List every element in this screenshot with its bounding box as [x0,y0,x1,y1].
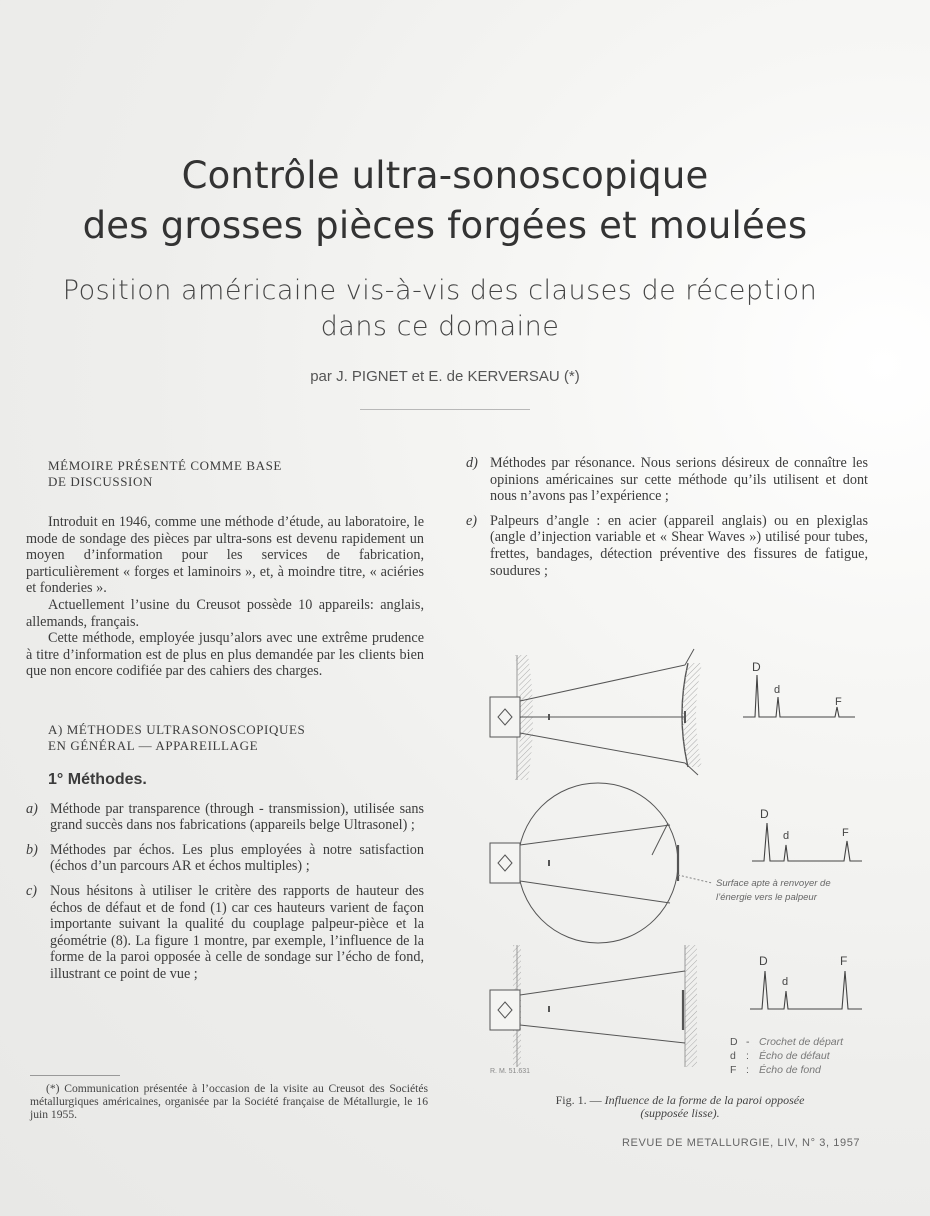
list-text-a: Méthode par transparence (through - transmission), utilisée sans grand succès dans nos fabrications (appareils belge Ultrasonel) ; [50,800,424,834]
article-subtitle-line-1: Position américaine vis-à-vis des clauses de réception [62,275,818,306]
section-heading-methods-1: A) MÉTHODES ULTRASONOSCOPIQUES [48,721,306,737]
echo-label-F-2: F [842,827,849,839]
list-item-c [26,883,424,983]
equipment-paragraph: Actuellement l’usine du Creusot possède 10 appareils: anglais, allemands, français. [26,596,424,630]
list-item-a [26,801,424,834]
legend-D: Crochet de départ [759,1036,844,1048]
footnote: (*) Communication présentée à l’occasion de la visite au Creusot des Sociétés métallurgiques américaines, organisée par la Société française de Métallurgie, le 16 juin 1955. [30,1082,428,1121]
intro-paragraph: Introduit en 1946, comme une méthode d’étude, au laboratoire, le mode de sondage des pièces par ultra-sons est devenu rapidement un moyen d’information pour les services de fabrication, particulièrement « forges et laminoirs », et, à moindre titre, « aciéries et fonderies ». [26,514,424,597]
echo-label-D-2: D [760,807,769,821]
right-column [466,455,868,587]
caption-label: Fig. 1. — [555,1093,602,1107]
figure-legend [730,1036,844,1076]
echo-label-d-3: d [782,976,789,988]
list-label-a: a) [26,800,38,817]
demand-paragraph: Cette méthode, employée jusqu’alors avec une extrême prudence à titre d’information est de plus en plus demandée par les clients bien que non encore codifiée par des cahiers des charges. [26,630,424,680]
journal-footer: REVUE DE METALLURGIE, LIV, N° 3, 1957 [622,1137,861,1149]
echo-label-F-1: F [835,696,842,708]
left-column [26,458,424,990]
caption-text-line-2: (supposée lisse). [640,1106,720,1120]
title-divider [360,409,530,410]
echo-label-F-3: F [840,954,848,968]
legend-key-F: F [730,1064,737,1076]
oscillogram-3 [750,971,862,1009]
surface-note-line-2: l’énergie vers le palpeur [716,892,817,903]
legend-sep-D: - [746,1036,750,1048]
section-heading-memoire-1: MÉMOIRE PRÉSENTÉ COMME BASE [48,458,282,473]
article-title-line-2: des grosses pièces forgées et moulées [82,204,808,247]
figure-caption [490,1094,870,1120]
footnote-divider [30,1075,120,1076]
author-byline: par J. PIGNET et E. de KERVERSAU (*) [310,368,580,385]
diagram-flat-walls [490,945,697,1067]
echo-label-d-1: d [774,684,781,696]
legend-key-D: D [730,1036,738,1048]
subheading-methods: 1° Méthodes. [48,770,147,788]
list-item-d [466,455,868,505]
section-heading-memoire-2: DE DISCUSSION [48,474,153,489]
list-text-e: Palpeurs d’angle : en acier (appareil anglais) ou en plexiglas (angle d’injection variable et « Shear Waves ») utilisé pour tubes, frettes, bandages, détection préventive des fissures de fatigue, soudures ; [490,512,868,579]
diagram-concave-wall [490,649,702,780]
figure-reference: R. M. 51.631 [490,1068,531,1075]
legend-sep-d: : [746,1050,749,1062]
legend-key-d: d [730,1050,736,1062]
echo-label-d-2: d [783,830,790,842]
list-item-b [26,842,424,875]
legend-F: Écho de fond [759,1064,821,1076]
surface-note-line-1: Surface apte à renvoyer de [716,878,831,889]
list-text-d: Méthodes par résonance. Nous serions désireux de connaître les opinions américaines sur cette méthode qu’ils utilisent et dont nous n’avons pas l’expérience ; [490,455,868,505]
echo-label-D-3: D [759,954,768,968]
list-label-d: d) [466,455,478,471]
list-label-b: b) [26,841,38,858]
list-text-b: Méthodes par échos. Les plus employées à notre satisfaction (échos d’un parcours AR et échos multiples) ; [50,841,424,875]
figure-1 [480,645,880,1085]
list-label-e: e) [466,512,478,529]
echo-label-D-1: D [752,660,761,674]
list-label-c: c) [26,882,38,899]
list-item-e [466,513,868,579]
article-subtitle-line-2: dans ce domaine [320,311,560,342]
article-title-line-1: Contrôle ultra-sonoscopique [181,154,709,197]
legend-d: Écho de défaut [759,1050,830,1062]
legend-sep-F: : [746,1064,749,1076]
diagram-cylinder [490,783,712,943]
list-text-c: Nous hésitons à utiliser le critère des rapports de hauteur des échos de défaut et de fond (1) car ces hauteurs varient de façon importante suivant la qualité du couplage palpeur-pièce et la géométrie (8). La figure 1 montre, par exemple, l’influence de la forme de la paroi opposée à celle de sondage sur l’écho de fond, illustrant ce point de vue ; [50,882,424,982]
caption-text-line-1: Influence de la forme de la paroi opposée [604,1093,805,1107]
section-heading-methods-2: EN GÉNÉRAL — APPAREILLAGE [48,737,259,753]
